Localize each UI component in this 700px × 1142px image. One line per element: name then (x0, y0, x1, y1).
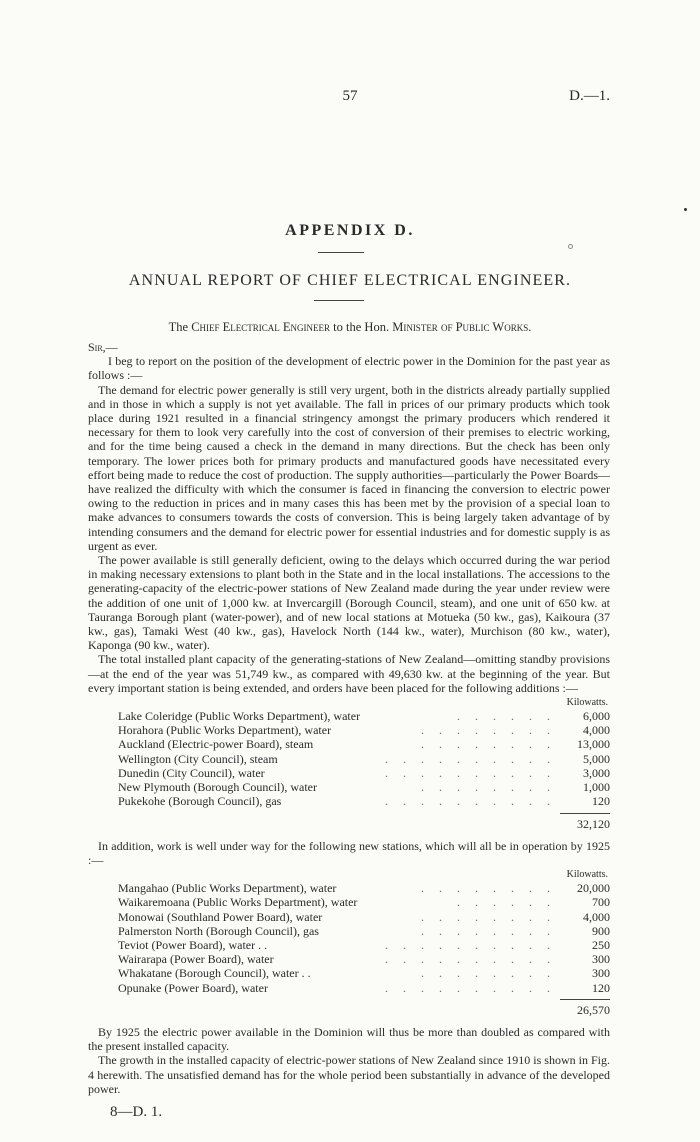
station-name: New Plymouth (Borough Council), water (118, 780, 317, 795)
page-number: 57 (342, 88, 358, 104)
station-kilowatts: 900 (592, 923, 610, 938)
table-total-row (88, 995, 610, 1017)
station-name: Horahora (Public Works Department), water (118, 723, 332, 738)
station-kilowatts: 3,000 (583, 765, 610, 780)
table-row (88, 981, 610, 995)
salutation-end: . (528, 320, 532, 334)
table-total: 32,120 (560, 813, 610, 831)
salutation-pre: The (168, 320, 189, 334)
station-name: Whakatane (Borough Council), water . . (118, 966, 311, 981)
table-row (88, 737, 610, 751)
leader-dots: . . . . . . . . (421, 909, 556, 924)
speck-mark (684, 208, 687, 211)
station-kilowatts: 6,000 (583, 709, 610, 724)
table-row (88, 766, 610, 780)
station-name: Mangahao (Public Works Department), water (118, 881, 337, 896)
signature-reference: 8—D. 1. (110, 1104, 163, 1120)
document-reference: D.—1. (569, 88, 610, 104)
station-kilowatts: 250 (592, 937, 610, 952)
salutation-from: Chief Electrical Engineer (191, 320, 331, 334)
station-kilowatts: 13,000 (577, 737, 610, 752)
leader-dots: . . . . . . . . (421, 780, 556, 795)
table-row (88, 924, 610, 938)
leader-dots: . . . . . . . . (421, 923, 556, 938)
paragraph-demand: The demand for electric power generally is still very urgent, both in the districts already partially supplied and in those in which a supply is not yet available. The fall in prices of our primary products which took place during 1921 resulted in a financial stringency amongst the primary producers which rendered it necessary for them to look very carefully into the cost of conversion of their premises to electric working, and for the time being caused a check in the demand in many directions. But the check has been only temporary. The lower prices both for primary products and manufactured goods have necessitated every effort being made to reduce the cost of production. The supply authorities—particularly the Power Boards—have realized the difficulty with which the consumer is faced in financing the conversion to electric power owing to the reduction in prices and in many cases this has been met by the provision of a special loan to make advances to consumers towards the costs of conversion. This is being largely taken advantage of by intending consumers and the demand for electric power for essential industries and for domestic supply is as urgent as ever. (88, 382, 610, 553)
table-row (88, 881, 610, 895)
paragraph-growth: The growth in the installed capacity of electric-power stations of New Zealand since 1910 is shown in Fig. 4 herewith. The unsatisfied demand has for the whole period been substantially in advance of the developed power. (88, 1053, 610, 1096)
new-stations-table (88, 869, 610, 1017)
leader-dots: . . . . . . (457, 895, 556, 910)
leader-dots: . . . . . . (457, 709, 556, 724)
station-kilowatts: 4,000 (583, 909, 610, 924)
salutation-sir: Sir,— (88, 340, 118, 354)
station-name: Pukekohe (Borough Council), gas (118, 794, 282, 809)
table-row (88, 709, 610, 723)
station-name: Waikaremoana (Public Works Department), water (118, 895, 358, 910)
paragraph-doubled: By 1925 the electric power available in the Dominion will thus be more than doubled as compared with the present installed capacity. (88, 1024, 610, 1054)
leader-dots: . . . . . . . . (421, 966, 556, 981)
paragraph-intro: I beg to report on the position of the development of electric power in the Dominion for the past year as follows :— (88, 354, 610, 383)
salutation-mid: to the Hon. (333, 320, 390, 334)
table-row (88, 794, 610, 808)
table-unit-header: Kilowatts. (566, 869, 608, 881)
station-kilowatts: 120 (592, 980, 610, 995)
table-total-row (88, 809, 610, 831)
table-row (88, 938, 610, 952)
table-unit-header: Kilowatts. (566, 697, 608, 709)
station-name: Wellington (City Council), steam (118, 751, 278, 766)
spacer (88, 831, 610, 839)
table-row (88, 910, 610, 924)
leader-dots: . . . . . . . . (421, 723, 556, 738)
title-divider (318, 252, 364, 253)
table-row (88, 966, 610, 980)
paragraph-power-available: The power available is still generally deficient, owing to the delays which occurred during the war period in making necessary extensions to plant both in the State and in the local installations. The accessions to the generating-capacity of the electric-power stations of New Zealand made during the year under review were the addition of one unit of 1,000 kw. at Invercargill (Borough Council, steam), and one unit of 650 kw. at Tauranga Borough plant (water-power), and of new local stations at Motueka (50 kw., gas), Kaikoura (37 kw., gas), Tamaki West (40 kw., gas), Havelock North (144 kw., water), Murchison (80 kw., water), Kaponga (90 kw., water). (88, 553, 610, 653)
leader-dots: . . . . . . . . . . (385, 765, 556, 780)
table-row (88, 952, 610, 966)
station-name: Teviot (Power Board), water . . (118, 937, 268, 952)
station-kilowatts: 700 (592, 895, 610, 910)
table-row (88, 752, 610, 766)
report-title: ANNUAL REPORT OF CHIEF ELECTRICAL ENGINEER. (128, 272, 572, 289)
leader-dots: . . . . . . . . . . (385, 952, 556, 967)
report-body (88, 340, 610, 1096)
table-total: 26,570 (560, 999, 610, 1017)
leader-dots: . . . . . . . . . . (385, 937, 556, 952)
table-row (88, 780, 610, 794)
paragraph-total-capacity: The total installed plant capacity of the generating-stations of New Zealand—omitting standby provisions—at the end of the year was 51,749 kw., as compared with 49,630 kw. at the beginning of the year. But every important station is being extended, and orders have been placed for the following additions :— (88, 652, 610, 695)
leader-dots: . . . . . . . . . . (385, 794, 556, 809)
station-kilowatts: 20,000 (577, 881, 610, 896)
additions-table (88, 697, 610, 831)
station-kilowatts: 5,000 (583, 751, 610, 766)
station-name: Lake Coleridge (Public Works Department), water (118, 709, 361, 724)
leader-dots: . . . . . . . . . . (385, 751, 556, 766)
station-kilowatts: 1,000 (583, 780, 610, 795)
station-name: Palmerston North (Borough Council), gas (118, 923, 319, 938)
station-name: Dunedin (City Council), water (118, 765, 265, 780)
leader-dots: . . . . . . . . (421, 737, 556, 752)
station-kilowatts: 120 (592, 794, 610, 809)
station-name: Wairarapa (Power Board), water (118, 952, 274, 967)
appendix-title: APPENDIX D. (285, 222, 415, 239)
paragraph-new-stations: In addition, work is well under way for the following new stations, which will all be in operation by 1925 :— (88, 838, 610, 867)
salutation-to: Minister of Public Works (392, 320, 529, 334)
station-name: Monowai (Southland Power Board), water (118, 909, 323, 924)
leader-dots: . . . . . . . . . . (385, 980, 556, 995)
spacer (88, 1017, 610, 1025)
title-divider-2 (314, 300, 364, 301)
station-kilowatts: 4,000 (583, 723, 610, 738)
speck-mark-small (568, 244, 573, 249)
table-row (88, 723, 610, 737)
leader-dots: . . . . . . . . (421, 881, 556, 896)
station-kilowatts: 300 (592, 952, 610, 967)
station-name: Auckland (Electric-power Board), steam (118, 737, 314, 752)
station-kilowatts: 300 (592, 966, 610, 981)
table-row (88, 895, 610, 909)
salutation-line (0, 320, 700, 335)
station-name: Opunake (Power Board), water (118, 980, 268, 995)
